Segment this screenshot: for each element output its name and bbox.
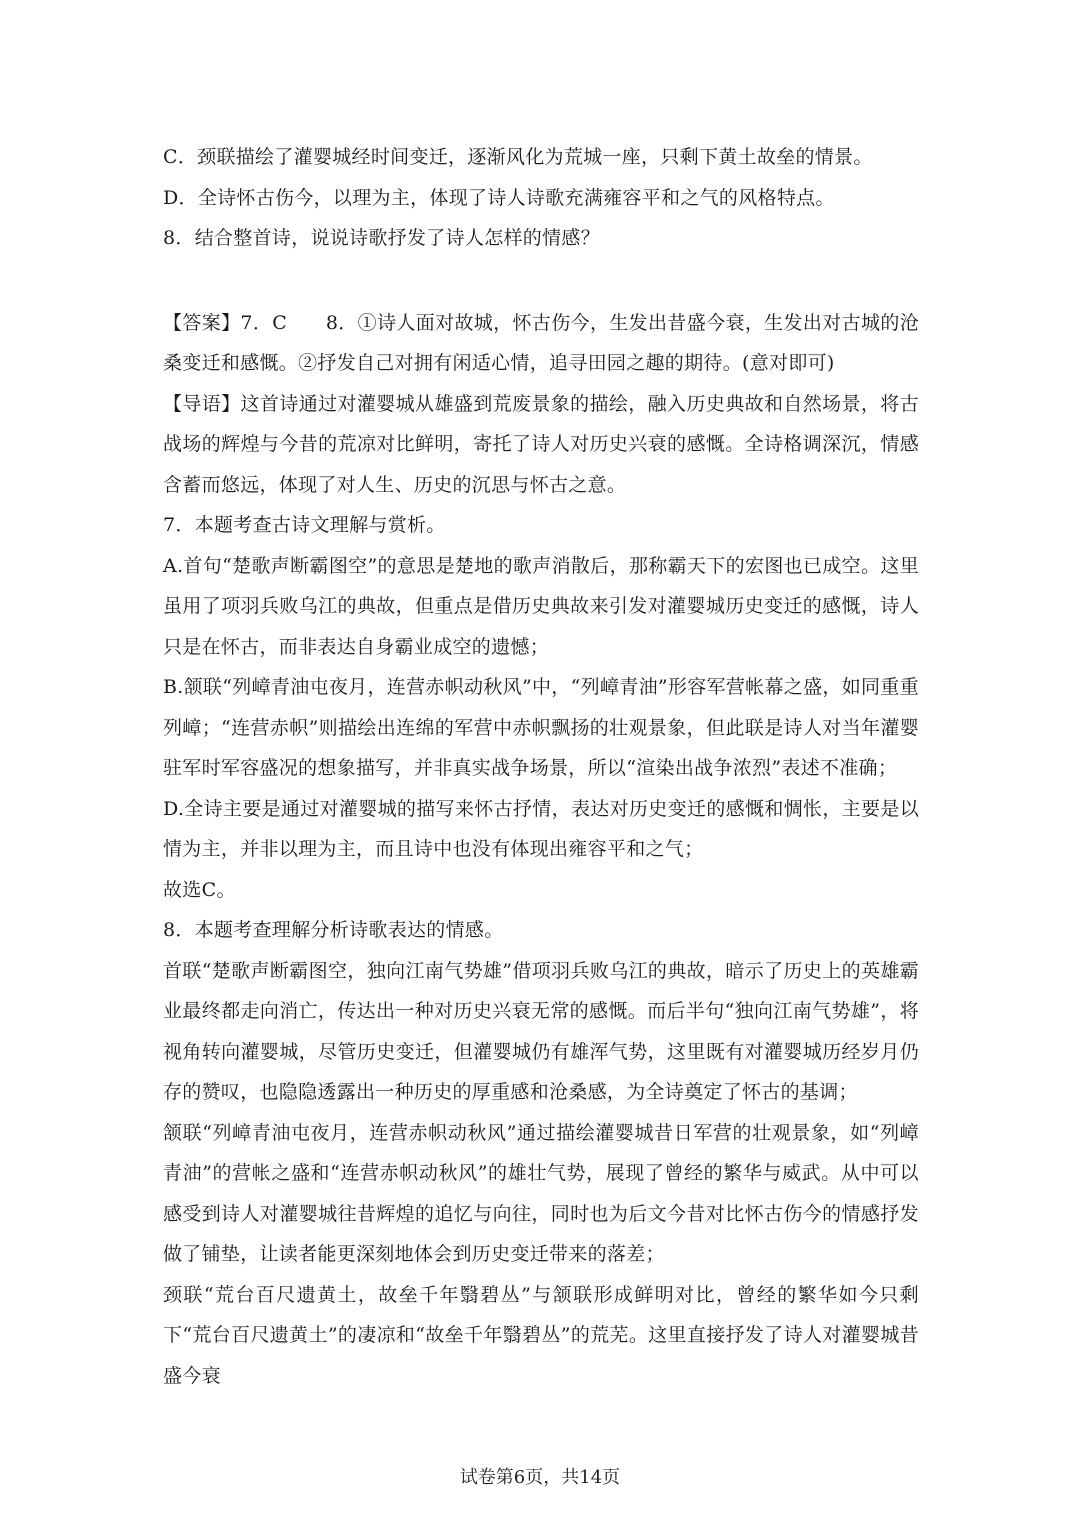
analysis-8-paragraph-1: 首联“楚歌声断霸图空，独向江南气势雄”借项羽兵败乌江的典故，暗示了历史上的英雄霸业最终都走向消亡，传达出一种对历史兴衰无常的感慨。而后半句“独向江南气势雄”，将视角转向灌婴城，尽管历史变迁，但灌婴城仍有雄浑气势，这里既有对灌婴城历经岁月仍存的赞叹，也隐隐透露出一种历史的厚重感和沧桑感，为全诗奠定了怀古的基调； (163, 959, 919, 1103)
analysis-7-option-d: D.全诗主要是通过对灌婴城的描写来怀古抒情，表达对历史变迁的感慨和惆怅，主要是以情为主，并非以理为主，而且诗中也没有体现出雍容平和之气； (163, 797, 919, 860)
guide-block: 【导语】这首诗通过对灌婴城从雄盛到荒废景象的描绘，融入历史典故和自然场景，将古战场的辉煌与今昔的荒凉对比鲜明，寄托了诗人对历史兴衰的感慨。全诗格调深沉，情感含蓄而悠远，体现了对人生、历史的沉思与怀古之意。 (163, 392, 919, 496)
question-8: 8．结合整首诗，说说诗歌抒发了诗人怎样的情感？ (163, 227, 600, 249)
analysis-7-heading: 7．本题考查古诗文理解与赏析。 (163, 514, 446, 536)
analysis-7-conclusion: 故选C。 (163, 878, 236, 901)
option-d: D．全诗怀古伤今，以理为主，体现了诗人诗歌充满雍容平和之气的风格特点。 (163, 186, 835, 209)
analysis-7-option-a: A.首句“楚歌声断霸图空”的意思是楚地的歌声消散后，那称霸天下的宏图也已成空。这里虽用了项羽兵败乌江的典故，但重点是借历史典故来引发对灌婴城历史变迁的感慨，诗人只是在怀古，而非表达自身霸业成空的遗憾； (163, 554, 919, 658)
analysis-8-heading: 8．本题考查理解分析诗歌表达的情感。 (163, 919, 504, 941)
analysis-8-paragraph-2: 颔联“列嶂青油屯夜月，连营赤帜动秋风”通过描绘灌婴城昔日军营的壮观景象，如“列嶂青油”的营帐之盛和“连营赤帜动秋风”的雄壮气势，展现了曾经的繁华与威武。从中可以感受到诗人对灌婴城往昔辉煌的追忆与向往，同时也为后文今昔对比怀古伤今的情感抒发做了铺垫，让读者能更深刻地体会到历史变迁带来的落差； (163, 1121, 919, 1265)
page-footer: 试卷第6页，共14页 (459, 1467, 621, 1488)
spacer (163, 259, 919, 303)
analysis-7-option-b: B.颔联“列嶂青油屯夜月，连营赤帜动秋风”中，“列嶂青油”形容军营帐幕之盛，如同重重列嶂；“连营赤帜”则描绘出连绵的军营中赤帜飘扬的壮观景象，但此联是诗人对当年灌婴驻军时军容盛况的想象描写，并非真实战争场景，所以“渲染出战争浓烈”表述不准确； (163, 676, 919, 779)
analysis-8-paragraph-3: 颈联“荒台百尺遗黄土，故垒千年翳碧丛”与颔联形成鲜明对比，曾经的繁华如今只剩下“荒台百尺遗黄土”的凄凉和“故垒千年翳碧丛”的荒芜。这里直接抒发了诗人对灌婴城昔盛今衰 (163, 1283, 919, 1387)
document-body (163, 137, 919, 1396)
answer-block: 【答案】7．C 8．①诗人面对故城，怀古伤今，生发出昔盛今衰，生发出对古城的沧桑变迁和感慨。②抒发自己对拥有闲适心情，追寻田园之趣的期待。(意对即可) (163, 311, 919, 374)
option-c: C．颈联描绘了灌婴城经时间变迁，逐渐风化为荒城一座，只剩下黄土故垒的情景。 (163, 146, 873, 168)
